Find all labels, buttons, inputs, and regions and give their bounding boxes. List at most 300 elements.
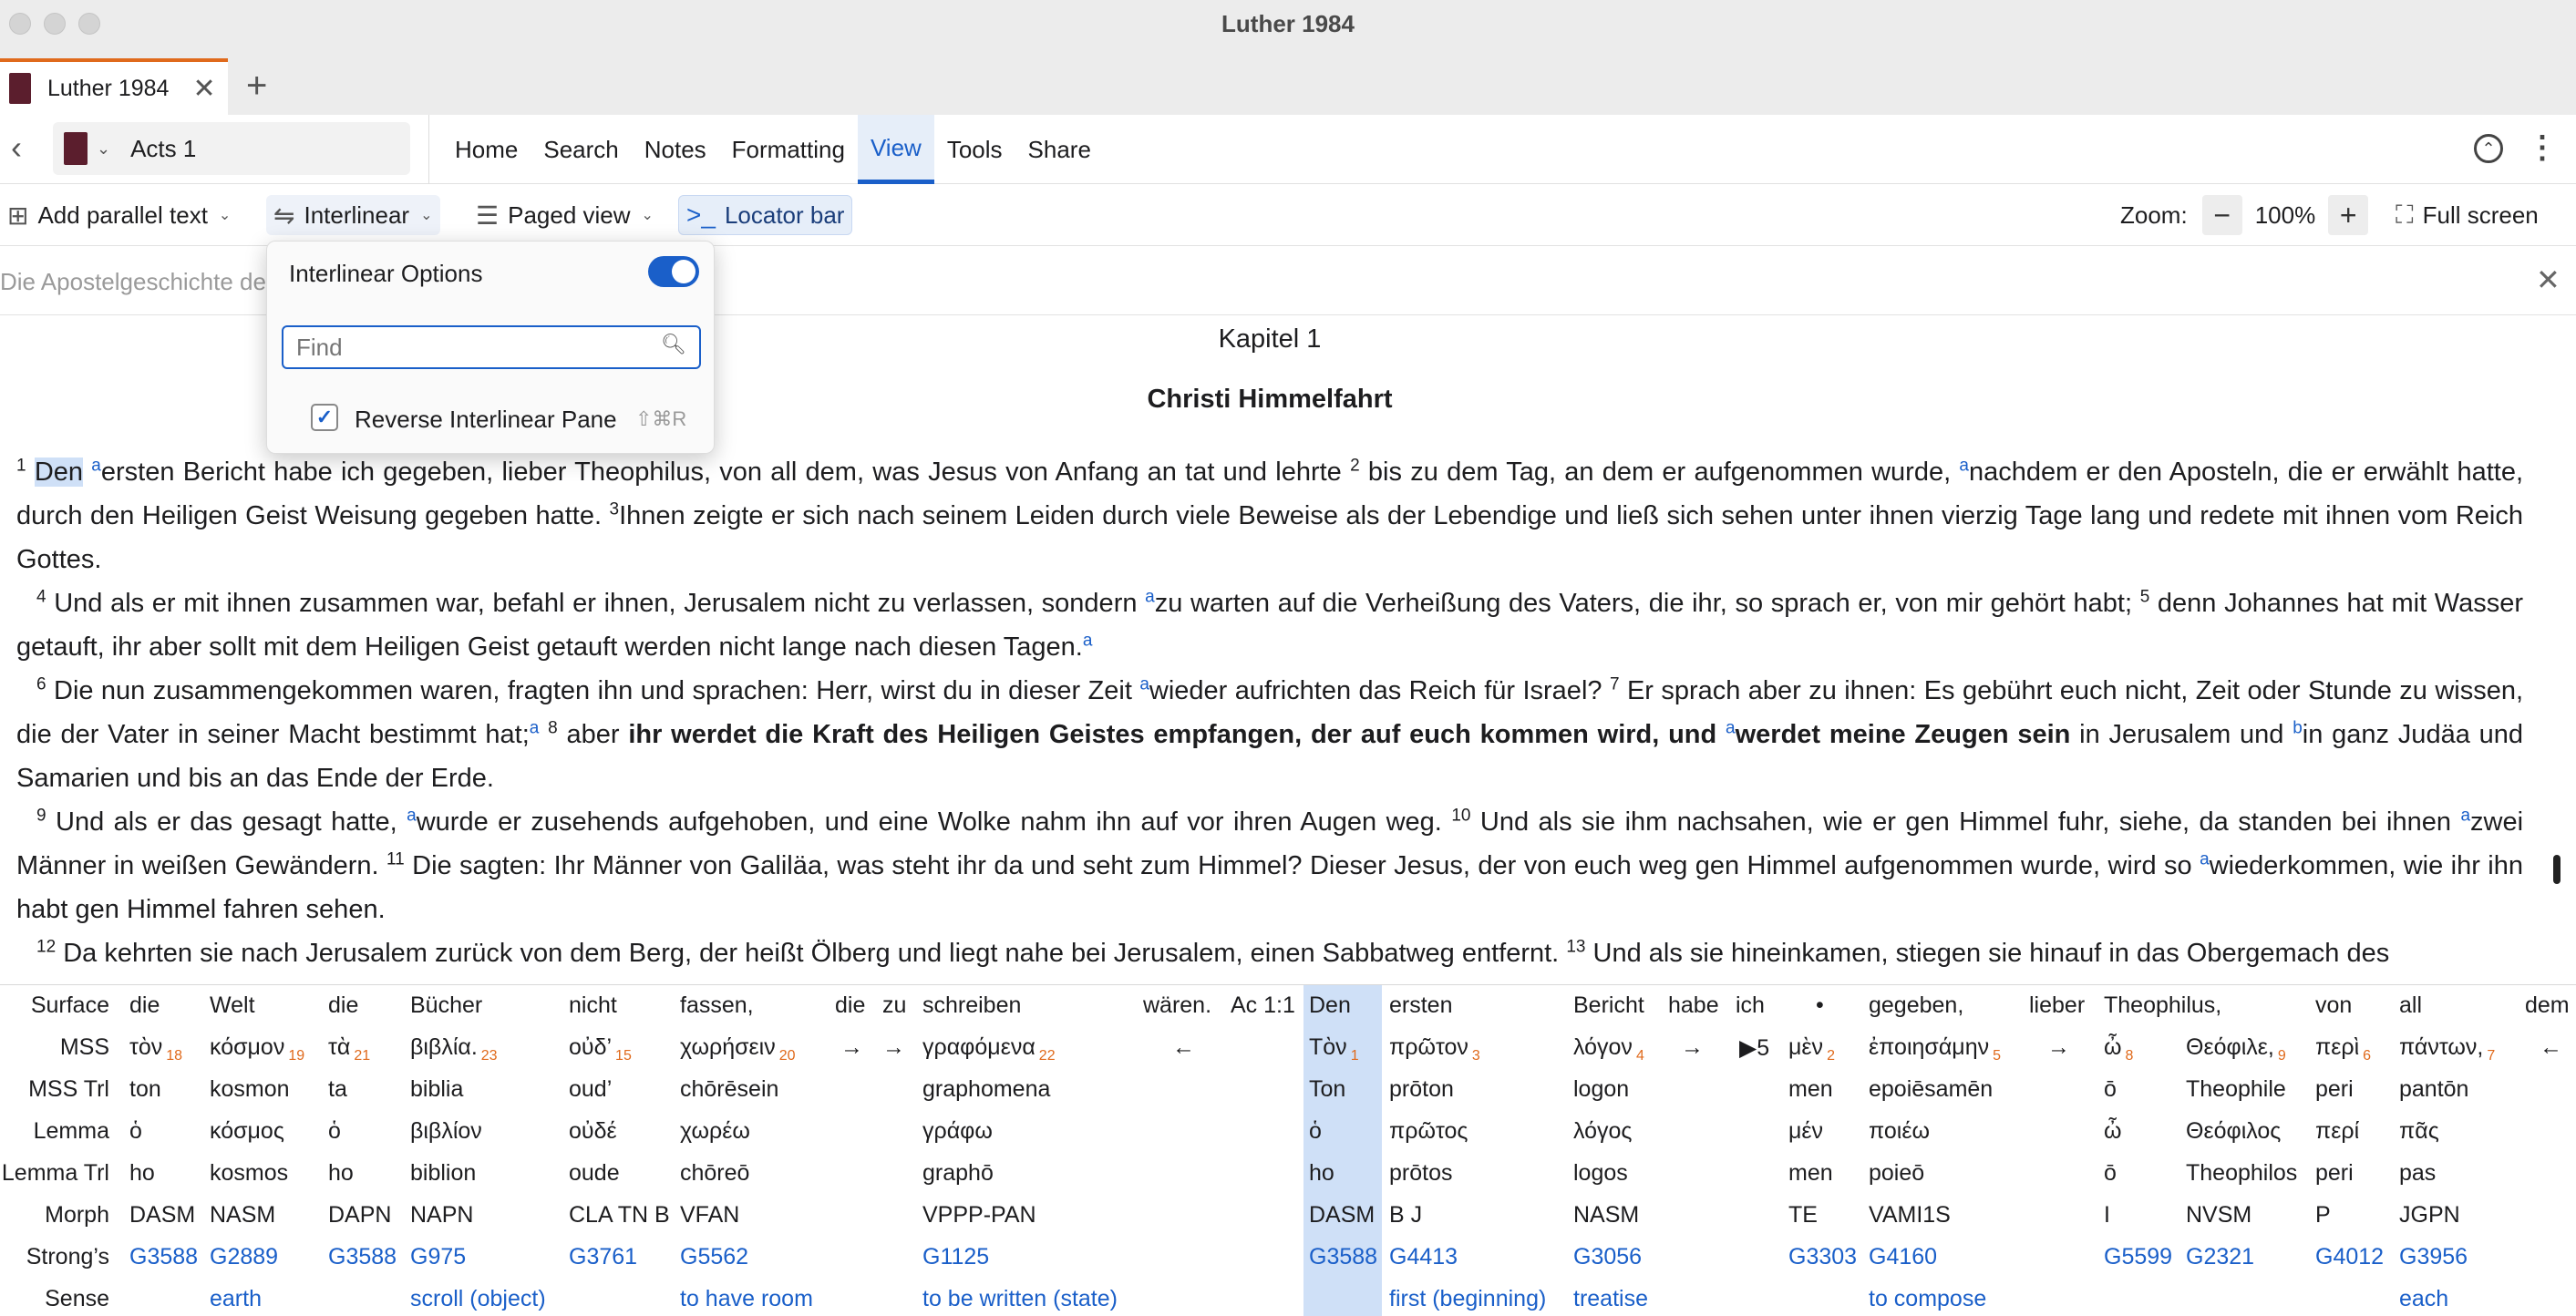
interlinear-cell[interactable]: Bericht [1573,992,1644,1018]
interlinear-cell[interactable]: ho [1309,1160,1334,1186]
minimize-window-button[interactable] [44,13,66,35]
row-label: Sense [45,1286,109,1311]
strongs-link[interactable]: G3588 [328,1244,397,1270]
greek-word[interactable] [210,1034,304,1064]
interlinear-cell[interactable]: Theophile [2186,1076,2286,1102]
toggle-knob [672,260,696,283]
greek-text: λόγον [1573,1034,1633,1060]
greek-word[interactable] [1869,1034,2001,1064]
interlinear-cell[interactable]: TE [1788,1202,1818,1228]
interlinear-cell[interactable]: schreiben [922,992,1022,1018]
strongs-link[interactable]: G5599 [2104,1244,2173,1270]
interlinear-cell[interactable]: λόγος [1573,1118,1633,1144]
footnote-marker[interactable]: a [1959,456,1969,476]
strongs-link[interactable]: G2321 [2186,1244,2255,1270]
arrow-right-icon: → [2047,1034,2070,1060]
footnote-marker[interactable]: a [91,456,101,476]
zoom-value: 100% [2254,200,2316,229]
verse-text: zu warten auf die Verheißung des Vaters, die ihr, so sprach er, von mir gehört habt; [1154,589,2133,618]
interlinear-cell[interactable]: biblion [410,1160,477,1186]
interlinear-cell[interactable]: pas [2399,1160,2437,1186]
menu-home[interactable]: Home [455,136,519,163]
interlinear-cell[interactable]: DAPN [328,1202,392,1228]
interlinear-cell[interactable]: βιβλίον [410,1118,482,1144]
verse-text: in ganz Judäa und Samarien und bis an das Ende der Erde. [16,720,2523,793]
menu-view[interactable]: View [858,115,934,184]
strongs-link[interactable]: G1125 [922,1244,990,1270]
interlinear-cell[interactable]: ta [328,1076,347,1102]
interlinear-cell[interactable]: chōrēsein [680,1076,779,1102]
word-order-number: 20 [778,1048,796,1064]
paragraph [16,931,2523,975]
interlinear-cell[interactable]: fassen, [680,992,754,1018]
menu-tools[interactable]: Tools [946,136,1003,163]
verse-number[interactable]: 6 [36,674,46,694]
greek-text: γραφόμενα [922,1034,1036,1060]
interlinear-cell[interactable]: ὁ [1309,1118,1322,1144]
greek-text: βιβλία. [410,1034,478,1060]
add-tab-button[interactable]: + [246,66,268,106]
strongs-link[interactable]: G5562 [680,1244,749,1270]
row-label: MSS [59,1034,109,1060]
interlinear-cell[interactable]: VPPP-PAN [922,1202,1036,1228]
interlinear-cell[interactable]: biblia [410,1076,464,1102]
zoom-out-button[interactable]: − [2202,195,2242,235]
row-label: Surface [30,992,109,1018]
interlinear-cell[interactable]: ō [2104,1076,2117,1102]
greek-word[interactable] [129,1034,182,1064]
more-options-icon[interactable]: ⋮ [2527,130,2558,165]
greek-word[interactable] [922,1034,1056,1064]
interlinear-cell[interactable]: all [2399,992,2423,1018]
verse-text: Und als sie hineinkamen, stiegen sie hinauf in das Obergemach des [1592,939,2390,968]
verse-text: Ihnen zeigte er sich nach seinem Leiden durch viele Beweise als der Lebendige und ließ sich sehen unter ihnen vierzig Tage lang und redete mit ihnen vom Reich Gottes. [16,501,2523,574]
interlinear-cell[interactable]: Theophilos [2186,1160,2298,1186]
chevron-down-icon[interactable]: ⌄ [97,139,111,158]
strongs-link[interactable]: G4012 [2315,1244,2385,1270]
emphasized-text: ihr werdet die Kraft des Heiligen Geistes empfangen, der auf euch kommen wird, und [628,720,1717,749]
interlinear-cell[interactable]: περί [2315,1118,2360,1144]
collapse-icon[interactable]: ⌃ [2474,134,2503,163]
sense-link[interactable]: scroll (object) [410,1286,546,1311]
greek-word[interactable] [1309,1034,1359,1064]
greek-text: οὐδ’ [569,1034,613,1060]
verse-number[interactable]: 13 [1566,937,1586,957]
arrow-right-icon: → [882,1034,905,1060]
locator-bar-button[interactable] [678,195,852,235]
greek-text: πρῶτον [1389,1034,1468,1060]
verse-number[interactable]: 10 [1451,806,1471,826]
columns-icon: ☰ [476,200,500,230]
interlinear-cell[interactable]: nicht [569,992,617,1018]
interlinear-cell[interactable]: DASM [1309,1202,1376,1228]
close-window-button[interactable] [9,13,31,35]
greek-word[interactable] [569,1034,632,1064]
locator-bar-label: Locator bar [724,200,845,229]
keyboard-shortcut: ⇧⌘R [635,407,687,430]
interlinear-cell[interactable]: von [2315,992,2353,1018]
interlinear-cell[interactable]: pantōn [2399,1076,2469,1102]
interlinear-cell[interactable]: Bücher [410,992,483,1018]
interlinear-cell[interactable]: men [1788,1076,1833,1102]
word-order-number: 15 [615,1048,632,1064]
word-order-number: 3 [1471,1048,1480,1064]
strongs-link[interactable]: G4160 [1869,1244,1938,1270]
interlinear-cell[interactable]: χωρέω [680,1118,750,1144]
word-order-number: 8 [2125,1048,2134,1064]
greek-word[interactable] [680,1034,796,1064]
fullscreen-icon: ⛶ [2396,200,2414,229]
menu-share[interactable]: Share [1027,136,1091,163]
sense-row [0,1279,2576,1316]
greek-word[interactable] [2186,1034,2286,1064]
verse-text: wiederkommen, wie ihr ihn habt gen Himmel fahren sehen. [16,851,2523,924]
verse-number[interactable]: 9 [36,806,46,826]
interlinear-cell[interactable]: NVSM [2186,1202,2252,1228]
paragraph [16,581,2523,669]
footnote-marker[interactable]: a [407,806,417,826]
verse-text: Und als er mit ihnen zusammen war, befahl er ihnen, Jerusalem nicht zu verlassen, sondern [54,589,1138,618]
footnote-marker[interactable]: a [1082,631,1093,651]
sense-link[interactable]: first (beginning) [1389,1286,1547,1311]
interlinear-pane[interactable] [0,984,2576,1316]
strongs-link[interactable]: G3761 [569,1244,638,1270]
zoom-in-button[interactable]: + [2328,195,2368,235]
row-label: Lemma [33,1118,109,1144]
interlinear-cell[interactable]: prōton [1389,1076,1454,1102]
title-bar [0,0,2576,47]
interlinear-cell[interactable]: lieber [2029,992,2086,1018]
chevron-down-icon: ⌄ [641,208,654,223]
reverse-interlinear-label[interactable]: Reverse Interlinear Pane [355,406,617,433]
arrow-left-icon: ← [1172,1034,1195,1060]
word-order-number: 6 [2363,1048,2372,1064]
interlinear-icon: ⇋ [273,200,295,230]
lemma-transliteration-row [0,1153,2576,1195]
strongs-row [0,1237,2576,1279]
interlinear-cell[interactable]: men [1788,1160,1833,1186]
footnote-marker[interactable]: a [2200,849,2210,869]
interlinear-options-dropdown [266,241,715,454]
find-input[interactable] [282,325,701,369]
interlinear-cell[interactable]: logos [1573,1160,1628,1186]
strongs-link[interactable]: G2889 [210,1244,279,1270]
greek-word[interactable] [1389,1034,1480,1064]
full-screen-button[interactable] [2396,195,2539,235]
verse-text: ersten Bericht habe ich gegeben, lieber Theophilus, von all dem, was Jesus von Anfang an tat und lehrte [100,458,1342,487]
row-label: Morph [45,1202,109,1228]
paragraph [16,800,2523,931]
verse-text: aber [566,720,620,749]
greek-text: ἐποιησάμην [1869,1034,1990,1060]
interlinear-cell[interactable]: die [129,992,160,1018]
interlinear-cell[interactable]: NASM [210,1202,276,1228]
interlinear-cell[interactable]: P [2315,1202,2331,1228]
back-icon[interactable]: ‹ [11,129,22,166]
word-order-number: 2 [1827,1048,1835,1064]
interlinear-cell[interactable]: πρῶτος [1389,1118,1468,1144]
verse-reference[interactable]: Ac 1:1 [1231,992,1295,1018]
menu-notes[interactable]: Notes [644,136,706,163]
strongs-link[interactable]: G3956 [2399,1244,2468,1270]
interlinear-cell[interactable]: peri [2315,1076,2354,1102]
interlinear-cell[interactable]: kosmos [210,1160,289,1186]
locator-icon: >_ [686,200,716,229]
interlinear-cell[interactable]: die [328,992,359,1018]
footnote-marker[interactable]: a [2460,806,2471,826]
verse-text: nachdem er den Aposteln, die er erwählt hatte, durch den Heiligen Geist Weisung gegeben hatte. [16,458,2524,530]
full-screen-label: Full screen [2422,200,2539,229]
sense-link[interactable]: treatise [1573,1286,1648,1311]
sense-link[interactable]: to have room [680,1286,813,1311]
verse-text: denn Johannes hat mit Wasser getauft, ihr aber sollt mit dem Heiligen Geist getauft werden nicht lange nach diesen Tagen. [16,589,2523,662]
interlinear-cell[interactable]: Den [1309,992,1351,1018]
greek-text: τὸν [129,1034,163,1060]
interlinear-cell[interactable]: JGPN [2399,1202,2460,1228]
word-order-number: 4 [1635,1048,1644,1064]
interlinear-cell[interactable]: ho [328,1160,354,1186]
chevron-down-icon: ⌄ [420,208,433,223]
arrow-left-icon: ← [2540,1034,2562,1060]
strongs-link[interactable]: G3303 [1788,1244,1858,1270]
locator-text[interactable]: Die Apostelgeschichte de [0,268,266,295]
paragraph [16,450,2523,581]
interlinear-cell[interactable]: κόσμος [210,1118,284,1144]
interlinear-cell[interactable]: oud’ [569,1076,613,1102]
interlinear-cell[interactable]: ποιέω [1869,1118,1931,1144]
sense-link[interactable]: earth [210,1286,262,1311]
dropdown-title: Interlinear Options [289,260,483,287]
ribbon-menu [428,115,1104,184]
navigation-bar [0,115,2576,184]
interlinear-cell[interactable]: epoiēsamēn [1869,1076,1994,1102]
morph-row [0,1195,2576,1237]
zoom-window-button[interactable] [78,13,100,35]
sense-link[interactable]: each [2399,1286,2449,1311]
interlinear-cell[interactable]: Theophilus, [2104,992,2222,1018]
word-order-number: 9 [2277,1048,2286,1064]
word-order-number: 22 [1038,1048,1056,1064]
interlinear-cell[interactable]: πᾶς [2399,1118,2439,1144]
sense-link[interactable]: to compose [1869,1286,1987,1311]
book-cover-icon[interactable] [64,132,88,165]
add-document-icon: ⊞ [7,200,29,230]
verse-number[interactable]: 4 [36,587,46,607]
interlinear-cell[interactable]: Welt [210,992,255,1018]
zoom-label: Zoom: [2120,200,2188,229]
interlinear-cell[interactable]: chōreō [680,1160,750,1186]
greek-text: ὦ [2104,1034,2122,1060]
interlinear-cell[interactable]: • [1816,992,1824,1018]
interlinear-cell[interactable]: graphō [922,1160,994,1186]
verse-text: wieder aufrichten das Reich für Israel? [1149,676,1602,705]
add-parallel-label: Add parallel text [37,200,208,229]
strongs-link[interactable]: G3588 [129,1244,199,1270]
interlinear-cell[interactable]: DASM [129,1202,196,1228]
verse-number[interactable]: 12 [36,937,57,957]
interlinear-cell[interactable]: ὁ [328,1118,341,1144]
greek-text: Θεόφιλε, [2186,1034,2274,1060]
verse-number[interactable]: 5 [2139,587,2150,607]
interlinear-cell[interactable]: die [835,992,866,1018]
verse-number[interactable]: 11 [386,849,405,869]
footnote-marker[interactable]: a [1726,718,1736,738]
interlinear-cell[interactable]: zu [882,992,907,1018]
verse-number[interactable]: 1 [16,456,26,476]
reference-text[interactable]: Acts 1 [130,134,197,162]
greek-text: χωρήσειν [680,1034,776,1060]
footnote-marker[interactable]: a [1145,587,1155,607]
strongs-link[interactable]: G975 [410,1244,467,1270]
interlinear-cell[interactable]: ὁ [129,1118,142,1144]
tab-label: Luther 1984 [47,75,170,101]
interlinear-cell[interactable]: ō [2104,1160,2117,1186]
interlinear-cell[interactable]: kosmon [210,1076,290,1102]
greek-word[interactable] [1788,1034,1835,1064]
zoom-control [2120,195,2368,235]
word-order-number: 19 [288,1048,305,1064]
interlinear-cell[interactable]: prōtos [1389,1160,1453,1186]
interlinear-cell[interactable]: peri [2315,1160,2354,1186]
window-title: Luther 1984 [1221,9,1355,37]
row-label: Strong’s [26,1244,109,1270]
verse-text: wurde er zusehends aufgehoben, und eine Wolke nahm ihn auf vor ihren Augen weg. [416,807,1442,837]
greek-word[interactable] [1573,1034,1644,1064]
sense-link[interactable]: to be written (state) [922,1286,1118,1311]
interlinear-cell[interactable]: B J [1389,1202,1423,1228]
reverse-interlinear-checkbox[interactable]: ✓ [311,404,338,431]
add-parallel-text-button[interactable] [7,195,231,235]
book-icon [9,73,31,104]
verse-number[interactable]: 3 [609,499,620,519]
greek-text: πάντων, [2399,1034,2484,1060]
interlinear-cell[interactable]: NASM [1573,1202,1640,1228]
interlinear-cell[interactable]: Θεόφιλος [2186,1118,2282,1144]
footnote-marker[interactable]: b [2293,718,2303,738]
verse-text: Da kehrten sie nach Jerusalem zurück von dem Berg, der heißt Ölberg und liegt nahe bei Jerusalem, einen Sabbatweg entfernt. [63,939,1560,968]
interlinear-cell[interactable]: graphomena [922,1076,1051,1102]
interlinear-cell[interactable]: oude [569,1160,620,1186]
greek-word[interactable] [2315,1034,2371,1064]
strongs-link[interactable]: G3056 [1573,1244,1643,1270]
chevron-down-icon: ⌄ [218,208,232,223]
close-icon[interactable]: ✕ [2536,263,2561,296]
word-order-number: 5 [1993,1048,2001,1064]
interlinear-cell[interactable]: habe [1668,992,1719,1018]
interlinear-cell[interactable]: wären. [1143,992,1212,1018]
interlinear-cell[interactable]: poieō [1869,1160,1925,1186]
interlinear-cell[interactable]: μέν [1788,1118,1824,1144]
close-tab-icon[interactable]: ✕ [192,73,216,104]
interlinear-cell[interactable]: ersten [1389,992,1453,1018]
mss-row [0,1027,2576,1069]
verse-text: Und als er das gesagt hatte, [56,807,397,837]
word-order-number: 1 [1350,1048,1359,1064]
arrow-right-icon: → [840,1034,863,1060]
greek-text: τὰ [328,1034,351,1060]
arrow-right-icon: → [1681,1034,1704,1060]
footnote-marker[interactable]: a [1139,674,1149,694]
selected-word[interactable]: Den [34,458,84,487]
interlinear-cell[interactable]: Ton [1309,1076,1346,1102]
greek-text: Τὸν [1309,1034,1347,1060]
lemma-row [0,1111,2576,1153]
paragraph [16,669,2523,800]
interlinear-button[interactable] [266,195,440,235]
row-label: Lemma Trl [1,1160,109,1186]
reference-box[interactable] [53,122,410,175]
menu-formatting[interactable]: Formatting [731,136,845,163]
word-order-number: 7 [2487,1048,2496,1064]
strongs-link[interactable]: G4413 [1389,1244,1458,1270]
search-icon: 🔍︎ [661,333,686,355]
interlinear-cell[interactable]: logon [1573,1076,1630,1102]
word-order-number: 18 [166,1048,183,1064]
strongs-link[interactable]: G3588 [1309,1244,1378,1270]
interlinear-cell[interactable]: I [2104,1202,2110,1228]
footnote-marker[interactable]: a [529,718,540,738]
greek-word[interactable] [410,1034,498,1064]
verse-text: bis zu dem Tag, an dem er aufgenommen wurde, [1367,458,1952,487]
interlinear-cell[interactable]: gegeben, [1869,992,1964,1018]
verse-text: Und als sie ihm nachsahen, wie er gen Himmel fuhr, siehe, da standen bei ihnen [1479,807,2451,837]
verse-text: Die sagten: Ihr Männer von Galiläa, was steht ihr da und seht zum Himmel? Dieser Jesus, der von euch weg gen Himmel aufgenommen wurde, wird so [412,851,2192,880]
menu-search[interactable]: Search [543,136,619,163]
play-icon[interactable]: ▶5 [1739,1035,1770,1061]
verse-text: Die nun zusammengekommen waren, fragten ihn und sprachen: Herr, wirst du in dieser Zeit [54,676,1132,705]
interlinear-toggle[interactable] [648,256,699,287]
word-order-number: 23 [480,1048,498,1064]
interlinear-cell[interactable]: ich [1736,992,1765,1018]
interlinear-cell[interactable]: VFAN [680,1202,740,1228]
greek-text: μὲν [1788,1034,1824,1060]
interlinear-cell[interactable]: ὦ [2104,1118,2122,1144]
interlinear-cell[interactable]: dem [2525,992,2570,1018]
interlinear-cell[interactable]: οὐδέ [569,1118,617,1144]
interlinear-cell[interactable]: NAPN [410,1202,474,1228]
interlinear-cell[interactable]: CLA TN B [569,1202,670,1228]
greek-word[interactable] [328,1034,370,1064]
greek-word[interactable] [2399,1034,2495,1064]
verse-text: zwei Männer in weißen Gewändern. [16,807,2524,880]
row-label: MSS Trl [28,1076,109,1102]
verse-number[interactable]: 7 [1609,674,1620,694]
interlinear-cell[interactable]: ho [129,1160,155,1186]
greek-text: κόσμον [210,1034,285,1060]
emphasized-text: werdet meine Zeugen sein [1735,720,2071,749]
interlinear-cell[interactable]: γράφω [922,1118,993,1144]
interlinear-cell[interactable]: VAMI1S [1869,1202,1951,1228]
mss-transliteration-row [0,1069,2576,1111]
paged-view-button[interactable] [476,195,654,235]
section-heading: Christi Himmelfahrt [1147,385,1393,414]
chapter-title: Kapitel 1 [1218,324,1322,354]
paged-view-label: Paged view [508,200,631,229]
verse-text: in Jerusalem und [2079,720,2284,749]
surface-row [0,985,2576,1027]
word-order-number: 21 [354,1048,371,1064]
interlinear-label: Interlinear [304,200,410,229]
verse-text: Er sprach aber zu ihnen: Es gebührt euch nicht, Zeit oder Stunde zu wissen, die der Vater in seiner Macht bestimmt hat; [16,676,2524,749]
greek-text: περὶ [2315,1034,2360,1060]
view-toolbar [0,184,2576,246]
greek-word[interactable] [2104,1034,2133,1064]
verse-number[interactable]: 2 [1350,456,1360,476]
interlinear-cell[interactable]: ton [129,1076,161,1102]
tab-luther-1984[interactable] [0,58,228,115]
scrollbar-thumb[interactable] [2553,855,2561,884]
verse-number[interactable]: 8 [548,718,558,738]
